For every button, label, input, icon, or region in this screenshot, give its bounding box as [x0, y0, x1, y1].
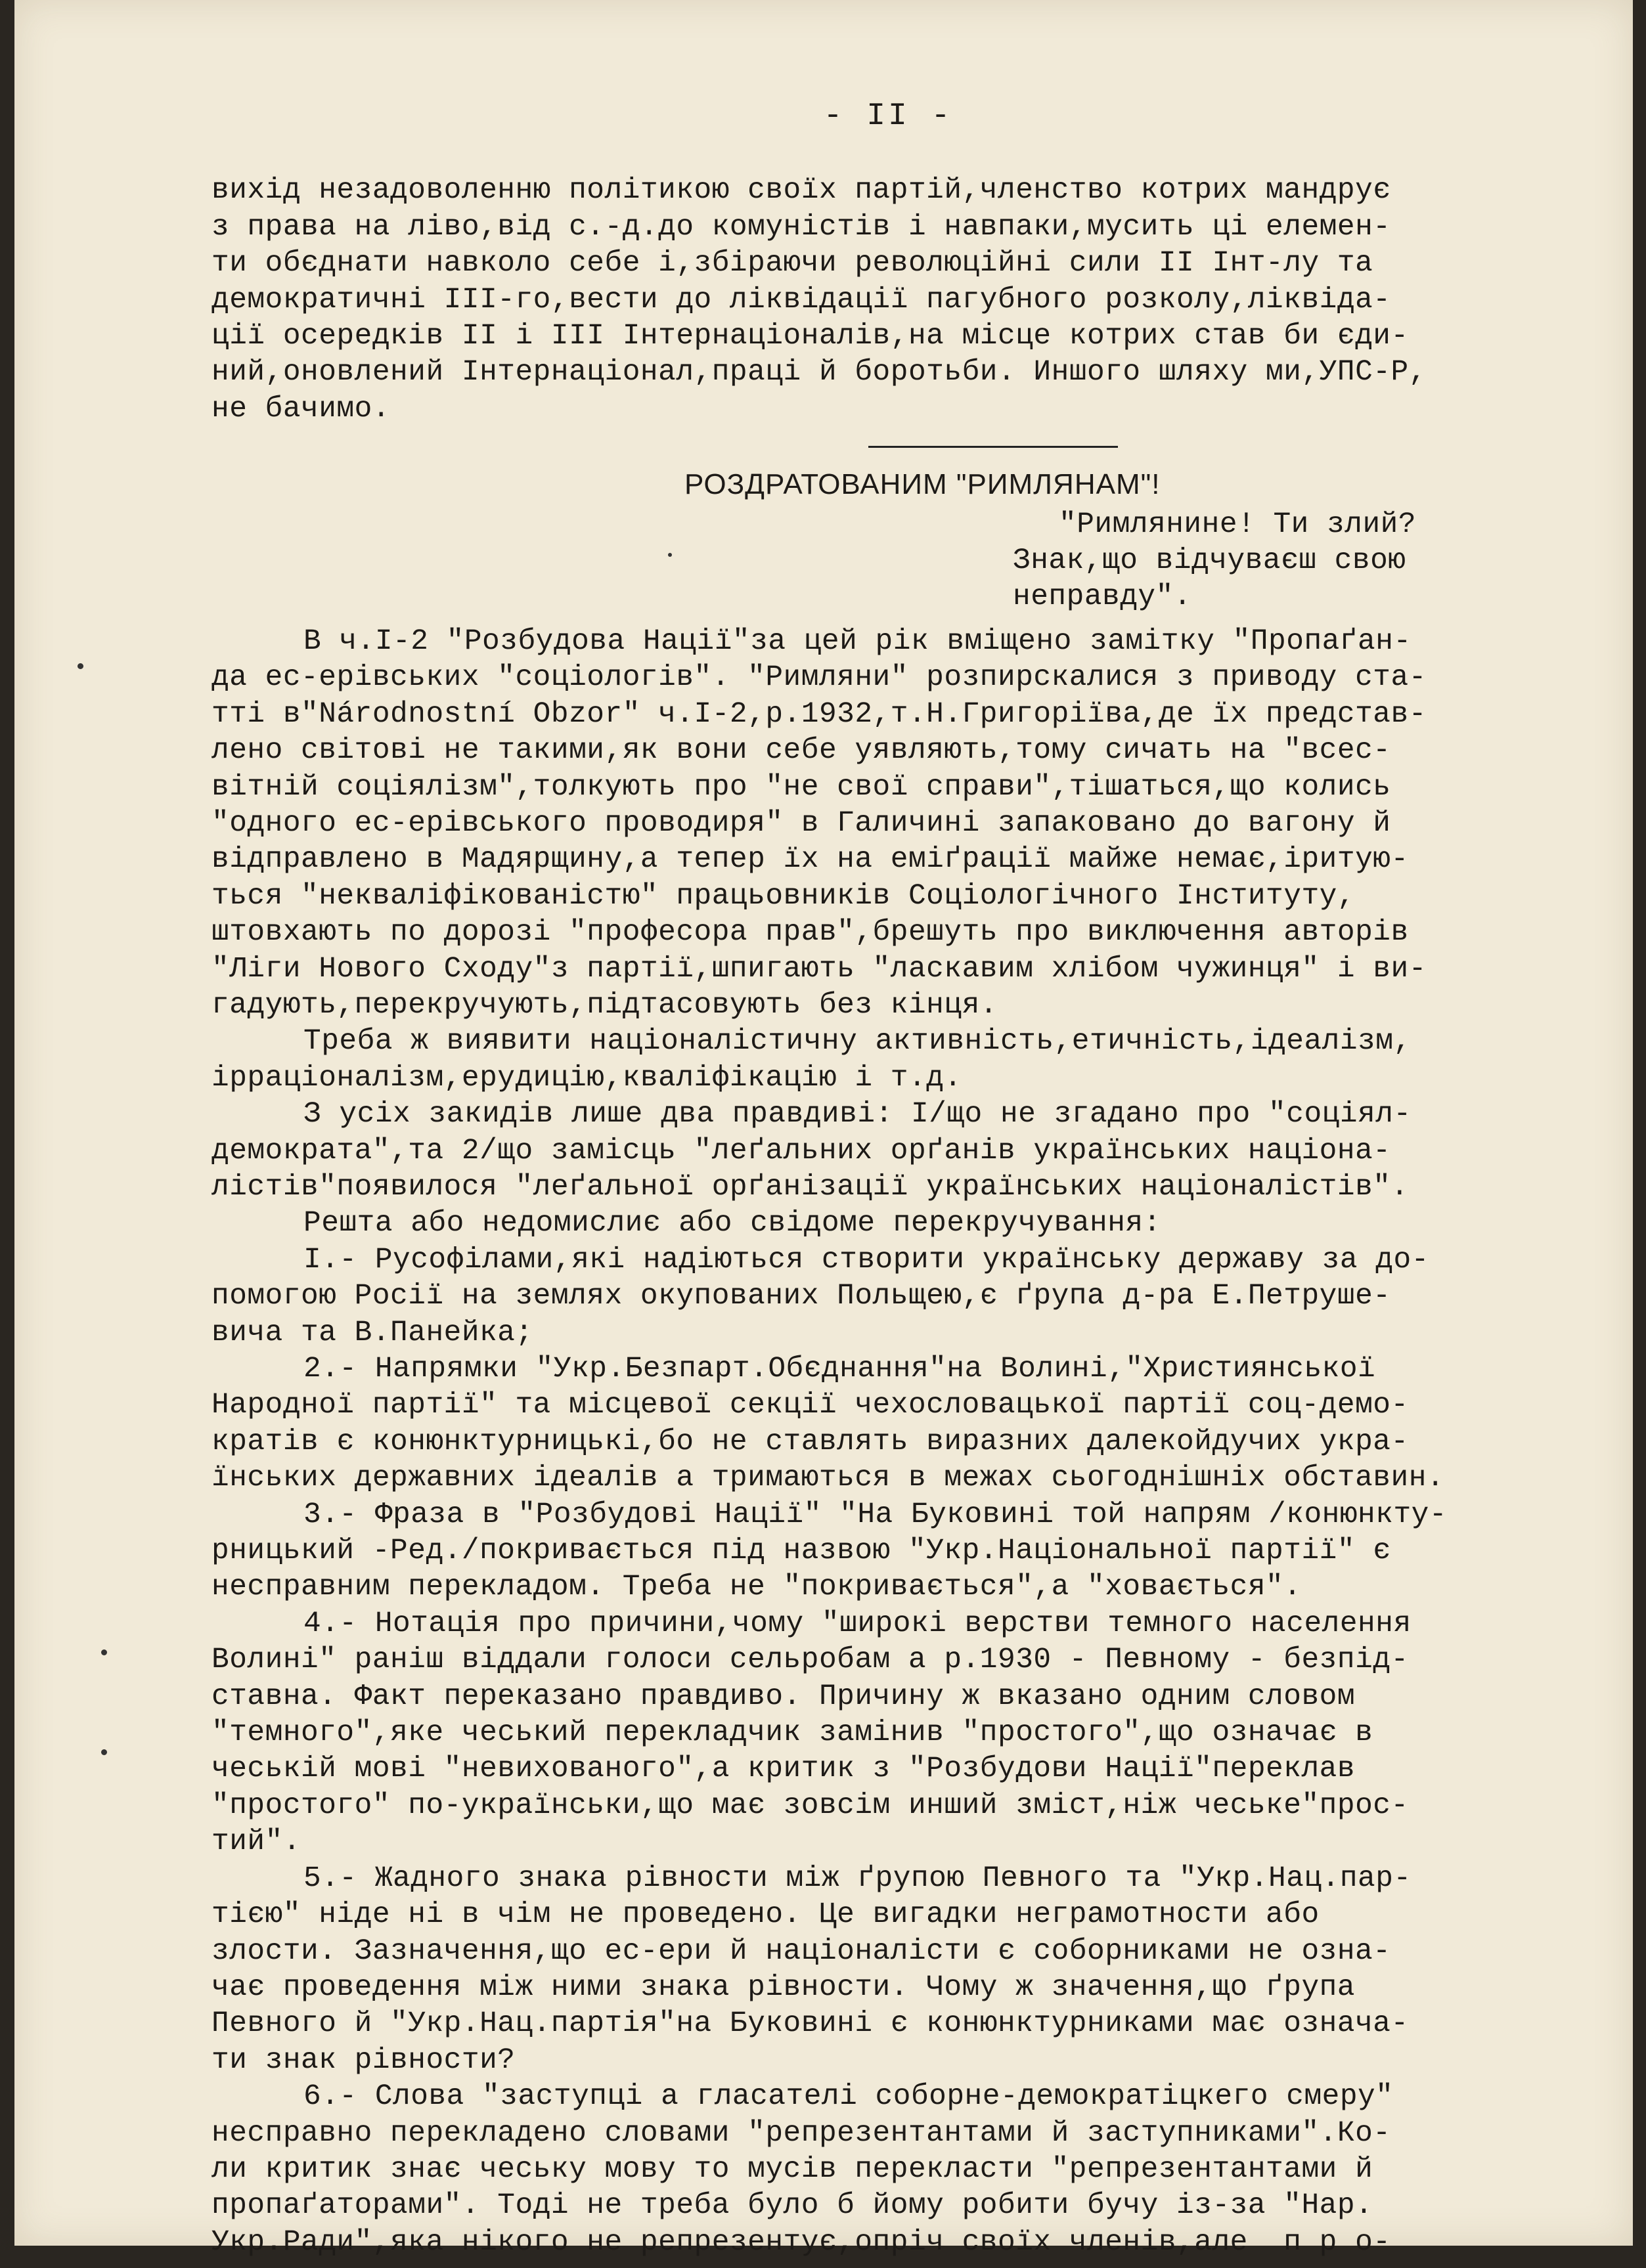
paragraph	[211, 1497, 1565, 1606]
section-title: РОЗДРАТОВАНИМ "РИМЛЯНАМ"!	[684, 468, 1161, 501]
text-line: вихід незадоволенню політикою своїх партій,членство котрих мандрує	[211, 174, 1391, 207]
text-line: кратів є конюнктурницькі,бо не ставлять виразних далекойдучих укра-	[211, 1425, 1409, 1458]
text-line: Народної партії" та місцевої секції чехословацької партії соц-демо-	[211, 1389, 1409, 1422]
text-line: ставна. Факт переказано правдиво. Причину ж вказано одним словом	[211, 1680, 1356, 1713]
epigraph-line: неправду".	[1013, 580, 1192, 614]
paragraph	[211, 2079, 1565, 2261]
intro-paragraph	[211, 173, 1565, 427]
text-line: Решта або недомислиє або свідоме перекручування:	[303, 1207, 1161, 1240]
text-line: чає проведення між ними знака рівности. Чому ж значення,що ґрупа	[211, 1971, 1356, 2004]
text-line: помогою Росії на землях окупованих Польщею,є ґрупа д-ра Е.Петруше-	[211, 1280, 1391, 1313]
text-line: 6.- Слова "заступці а гласателі соборне-демократіцкего смеру"	[303, 2080, 1394, 2114]
document-sheet	[14, 0, 1633, 2259]
text-line: "Ліги Нового Сходу"з партії,шпигають "ласкавим хлібом чужинця" і ви-	[211, 952, 1427, 986]
epigraph-line: Знак,що відчуваєш свою	[1013, 544, 1406, 578]
text-line: 4.- Нотація про причини,чому "широкі верстви темного населення	[303, 1607, 1412, 1640]
text-line: ться "некваліфікованістю" працьовників Соціологічного Інституту,	[211, 879, 1356, 913]
epigraph	[1013, 507, 1565, 616]
text-line: штовхають по дорозі "професора прав",брешуть про виключення авторів	[211, 916, 1409, 949]
text-line: "темного",яке чеський перекладчик замінив "простого",що означає в	[211, 1716, 1373, 1750]
typed-page	[211, 98, 1565, 2261]
text-line: З усіх закидів лише два правдиві: I/що не згадано про "соціял-	[303, 1098, 1412, 1131]
paragraph	[211, 1861, 1565, 2079]
text-line: ний,оновлений Інтернаціонал,праці й боротьби. Иншого шляху ми,УПС-Р,	[211, 356, 1427, 389]
section-divider	[868, 446, 1118, 448]
text-line: з права на ліво,від с.-д.до комуністів і навпаки,мусить ці елемен-	[211, 210, 1391, 244]
margin-mark	[101, 1749, 107, 1755]
text-line: 2.- Напрямки "Укр.Безпарт.Обєднання"на Волині,"Християнської	[303, 1353, 1376, 1385]
text-line: їнських державних ідеалів а тримаються в межах сьогоднішніх обставин.	[211, 1462, 1445, 1495]
page-number: - II -	[823, 98, 953, 134]
text-line: Треба ж виявити націоналістичну активність,етичність,ідеалізм,	[303, 1025, 1412, 1058]
text-line: тий".	[211, 1825, 301, 1859]
paragraph	[211, 1242, 1565, 1351]
text-line: пропаґаторами". Тоді не треба було б йому робити бучу із-за "Нар.	[211, 2189, 1373, 2223]
text-line: I.- Русофілами,які надіються створити українську державу за до-	[303, 1243, 1429, 1276]
text-line: 5.- Жадного знака рівности між ґрупою Певного та "Укр.Нац.пар-	[303, 1862, 1412, 1895]
text-line: тті в"Národnostní Obzor" ч.I-2,р.1932,т.Н.Григоріїва,де їх представ-	[211, 697, 1427, 731]
text-line: відправлено в Мадярщину,а тепер їх на еміґрації майже немає,іритую-	[211, 843, 1409, 877]
paragraph	[211, 1206, 1565, 1242]
text-line: демократичні III-го,вести до ліквідації пагубного розколу,ліквіда-	[211, 283, 1391, 316]
text-line: лістів"появилося "леґальної орґанізації українських націоналістів".	[211, 1170, 1409, 1204]
text-line: ти обєднати навколо себе і,збіраючи революційні сили II Інт-лу та	[211, 247, 1373, 280]
text-line: "одного ес-ерівського проводиря" в Галичині запаковано до вагону й	[211, 806, 1391, 840]
body-paragraphs	[211, 624, 1565, 2261]
text-line: Волині" раніш віддали голоси сельробам а р.1930 - Певному - безпід-	[211, 1644, 1409, 1677]
text-line: рницький -Ред./покривається під назвою "Укр.Національної партії" є	[211, 1535, 1391, 1568]
text-line: ти знак рівности?	[211, 2043, 516, 2077]
margin-mark	[78, 663, 83, 669]
text-line: злости. Зазначення,що ес-ери й націоналісти є соборниками не озна-	[211, 1934, 1391, 1968]
text-line: ірраціоналізм,ерудицію,кваліфікацію і т.д.	[211, 1061, 962, 1095]
epigraph-line: "Римлянине! Ти злий?	[1059, 508, 1417, 541]
text-line: В ч.I-2 "Розбудова Нації"за цей рік вміщено замітку "Пропаґан-	[303, 624, 1412, 658]
text-line: несправним перекладом. Треба не "покривається",а "ховається".	[211, 1571, 1302, 1604]
text-line: ції осередків II і III Інтернаціоналів,на місце котрих став би єди-	[211, 320, 1409, 353]
text-line: не бачимо.	[211, 392, 391, 425]
text-line: тією" ніде ні в чім не проведено. Це вигадки неграмотности або	[211, 1898, 1320, 1932]
text-line: демократа",та 2/що замісць "леґальних орґанів українських націона-	[211, 1134, 1391, 1167]
text-line: вича та В.Панейка;	[211, 1316, 533, 1349]
text-line: "простого" по-українськи,що має зовсім инший зміст,ніж чеське"прос-	[211, 1789, 1409, 1822]
text-line: Укр.Ради",яка нікого не репрезентує,опріч своїх членів,але п р о-	[211, 2225, 1391, 2259]
paragraph	[211, 1351, 1565, 1497]
text-line: несправно перекладено словами "репрезентантами й заступниками".Ко-	[211, 2116, 1391, 2150]
paragraph	[211, 1024, 1565, 1097]
text-line: вітній соціялізм",толкують про "не свої справи",тішаться,що колись	[211, 770, 1391, 804]
text-line: чеській мові "невихованого",а критик з "Розбудови Нації"переклав	[211, 1753, 1356, 1786]
paragraph	[211, 1606, 1565, 1861]
paragraph	[211, 1097, 1565, 1206]
text-line: гадують,перекручують,підтасовують без кінця.	[211, 988, 998, 1022]
text-line: 3.- Фраза в "Розбудові Нації" "На Буковині той напрям /конюнкту-	[303, 1498, 1448, 1531]
text-line: ли критик знає чеську мову то мусів перекласти "репрезентантами й	[211, 2152, 1373, 2186]
paragraph	[211, 624, 1565, 1024]
margin-mark	[101, 1649, 107, 1655]
text-line: лено світові не такими,як вони себе уявляють,тому сичать на "всес-	[211, 734, 1391, 768]
text-line: да ес-ерівських "соціологів". "Римляни" розпирскалися з приводу ста-	[211, 661, 1427, 695]
text-line: Певного й "Укр.Нац.партія"на Буковині є конюнктурниками має означа-	[211, 2007, 1409, 2041]
